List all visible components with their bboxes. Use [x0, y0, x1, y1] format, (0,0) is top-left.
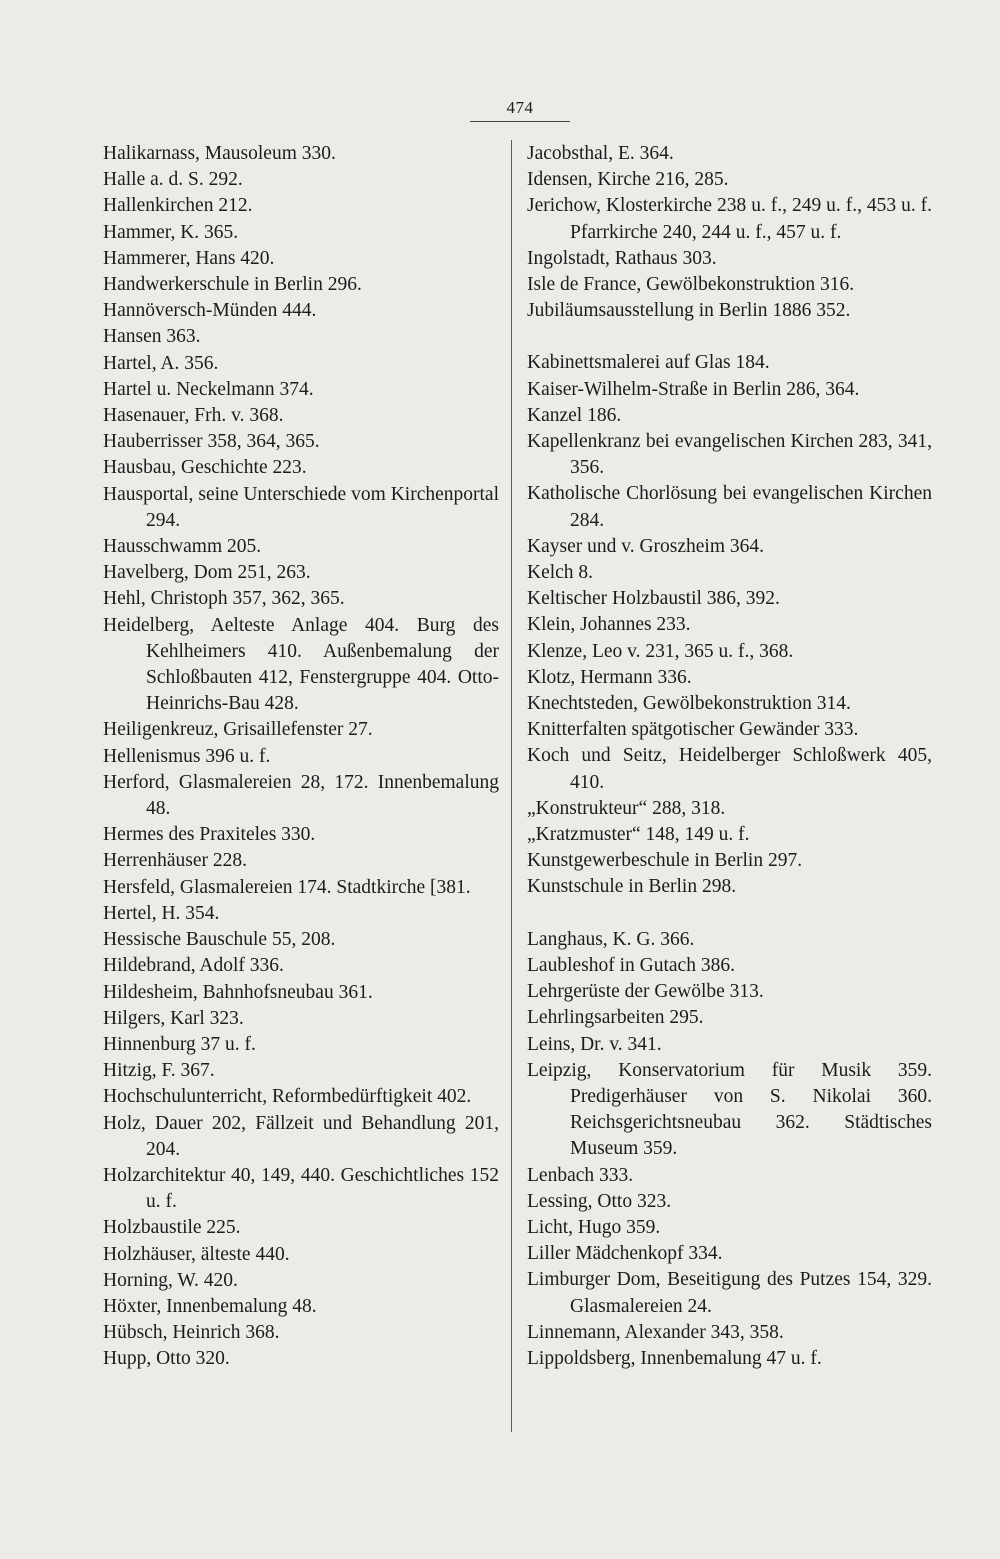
- index-entry: Hellenismus 396 u. f.: [103, 745, 271, 767]
- index-entry: Kelch 8.: [527, 562, 594, 584]
- index-entry: Koch und Seitz, Heidelberger Schloßwerk 405, 410.: [527, 745, 932, 793]
- index-entry: Kapellenkranz bei evangelischen Kirchen 283, 341, 356.: [527, 431, 932, 479]
- index-entry: Lippoldsberg, Innenbemalung 47 u. f.: [527, 1347, 822, 1369]
- index-entry: Hartel, A. 356.: [103, 352, 219, 374]
- index-entry: Kayser und v. Groszheim 364.: [527, 535, 765, 557]
- index-entry: Kunstschule in Berlin 298.: [527, 876, 737, 898]
- index-entry: Knechtsteden, Gewölbekonstruktion 314.: [527, 693, 851, 715]
- index-entry: Hansen 363.: [103, 326, 201, 348]
- index-entry: Hausschwamm 205.: [103, 536, 262, 558]
- index-entry: Hersfeld, Glasmalereien 174. Stadtkirche [381.: [103, 876, 471, 898]
- index-entry: Höxter, Innenbemalung 48.: [103, 1295, 317, 1317]
- index-entry: Hildebrand, Adolf 336.: [103, 955, 284, 977]
- index-entry: Halikarnass, Mausoleum 330.: [103, 143, 336, 164]
- index-entry: Leins, Dr. v. 341.: [527, 1033, 662, 1055]
- column-divider: [511, 140, 512, 1432]
- index-entry: Hausportal, seine Unterschiede vom Kirchenportal 294.: [103, 483, 499, 531]
- index-entry: Holzhäuser, älteste 440.: [103, 1243, 290, 1265]
- index-entry: Kabinettsmalerei auf Glas 184.: [527, 352, 770, 374]
- page-number-rule: [470, 121, 570, 122]
- index-entry: Hallenkirchen 212.: [103, 195, 253, 217]
- index-entry: Hertel, H. 354.: [103, 902, 220, 924]
- index-entry: Hammer, K. 365.: [103, 221, 239, 243]
- index-entry: Holzbaustile 225.: [103, 1217, 241, 1239]
- index-entry: Leipzig, Konservatorium für Musik 359. Predigerhäuser von S. Nikolai 360. Reichsgerichtsneubau 362. Städtisches Museum 359.: [527, 1059, 932, 1160]
- index-entry: Holz, Dauer 202, Fällzeit und Behandlung 201, 204.: [103, 1112, 499, 1160]
- index-entry: Jubiläumsausstellung in Berlin 1886 352.: [527, 300, 851, 322]
- index-entry: Halle a. d. S. 292.: [103, 169, 243, 191]
- index-entry: Liller Mädchenkopf 334.: [527, 1243, 723, 1265]
- index-entry: Isle de France, Gewölbekonstruktion 316.: [527, 274, 855, 296]
- index-entry: Hinnenburg 37 u. f.: [103, 1033, 256, 1055]
- index-entry: Herford, Glasmalereien 28, 172. Innenbemalung 48.: [103, 771, 499, 820]
- index-entry: Linnemann, Alexander 343, 358.: [527, 1321, 784, 1343]
- letter-section-gap: [527, 901, 932, 927]
- index-entry: Limburger Dom, Beseitigung des Putzes 154, 329. Glasmalereien 24.: [527, 1269, 932, 1317]
- index-entry: Lehrlingsarbeiten 295.: [527, 1007, 704, 1029]
- index-entry: Hermes des Praxiteles 330.: [103, 824, 316, 846]
- index-entry: Kaiser-Wilhelm-Straße in Berlin 286, 364.: [527, 378, 860, 400]
- index-entry: Klenze, Leo v. 231, 365 u. f., 368.: [527, 640, 794, 662]
- index-entry: Hausbau, Geschichte 223.: [103, 457, 307, 479]
- index-entry: Hilgers, Karl 323.: [103, 1007, 244, 1029]
- index-entry: Hupp, Otto 320.: [103, 1348, 230, 1370]
- index-entry: Licht, Hugo 359.: [527, 1216, 661, 1238]
- index-entry: „Kratzmuster“ 148, 149 u. f.: [527, 824, 750, 846]
- index-entry: Hessische Bauschule 55, 208.: [103, 929, 336, 951]
- index-entry: Herrenhäuser 228.: [103, 850, 248, 872]
- index-entry: Heidelberg, Aelteste Anlage 404. Burg des Kehlheimers 410. Außenbemalung der Schloßbauten 412, Fenstergruppe 404. Otto-Heinrichs-Bau 428.: [103, 614, 499, 715]
- index-entry: Kunstgewerbeschule in Berlin 297.: [527, 850, 803, 872]
- index-entry: Hannöversch-Münden 444.: [103, 300, 317, 322]
- index-column-left: [103, 141, 499, 1373]
- index-entry: Klotz, Hermann 336.: [527, 666, 692, 688]
- index-entry: „Konstrukteur“ 288, 318.: [527, 797, 726, 819]
- index-entry: Lehrgerüste der Gewölbe 313.: [527, 981, 764, 1003]
- index-entry: Hochschulunterricht, Reformbedürftigkeit 402.: [103, 1086, 472, 1108]
- index-column-right: [527, 141, 932, 1372]
- index-entry: Ingolstadt, Rathaus 303.: [527, 247, 717, 269]
- index-entry: Hildesheim, Bahnhofsneubau 361.: [103, 981, 373, 1003]
- index-entry: Havelberg, Dom 251, 263.: [103, 562, 311, 584]
- index-entry: Idensen, Kirche 216, 285.: [527, 169, 729, 191]
- index-entry: Horning, W. 420.: [103, 1269, 238, 1291]
- index-entry: Katholische Chorlösung bei evangelischen Kirchen 284.: [527, 483, 932, 531]
- index-entry: Hübsch, Heinrich 368.: [103, 1322, 280, 1344]
- index-entry: Holzarchitektur 40, 149, 440. Geschichtliches 152 u. f.: [103, 1164, 499, 1213]
- index-entry: Lessing, Otto 323.: [527, 1190, 672, 1212]
- page-number: 474: [506, 98, 534, 117]
- index-entry: Laubleshof in Gutach 386.: [527, 954, 735, 976]
- index-entry: Hartel u. Neckelmann 374.: [103, 378, 314, 400]
- index-entry: Hehl, Christoph 357, 362, 365.: [103, 588, 345, 610]
- index-entry: Lenbach 333.: [527, 1164, 634, 1186]
- index-entry: Hammerer, Hans 420.: [103, 247, 275, 269]
- index-entry: Hitzig, F. 367.: [103, 1060, 215, 1082]
- index-entry: Klein, Johannes 233.: [527, 614, 691, 636]
- index-entry: Kanzel 186.: [527, 404, 622, 426]
- index-entry: Jacobsthal, E. 364.: [527, 143, 674, 164]
- index-entry: Jerichow, Klosterkirche 238 u. f., 249 u. f., 453 u. f. Pfarrkirche 240, 244 u. f., 457 u. f.: [527, 195, 932, 243]
- index-entry: Keltischer Holzbaustil 386, 392.: [527, 588, 780, 610]
- index-entry: Heiligenkreuz, Grisaillefenster 27.: [103, 719, 373, 741]
- index-entry: Langhaus, K. G. 366.: [527, 928, 695, 950]
- index-entry: Hasenauer, Frh. v. 368.: [103, 405, 284, 427]
- index-entry: Knitterfalten spätgotischer Gewänder 333.: [527, 719, 859, 741]
- index-entry: Hauberrisser 358, 364, 365.: [103, 431, 320, 453]
- index-entry: Handwerkerschule in Berlin 296.: [103, 274, 362, 296]
- letter-section-gap: [527, 324, 932, 350]
